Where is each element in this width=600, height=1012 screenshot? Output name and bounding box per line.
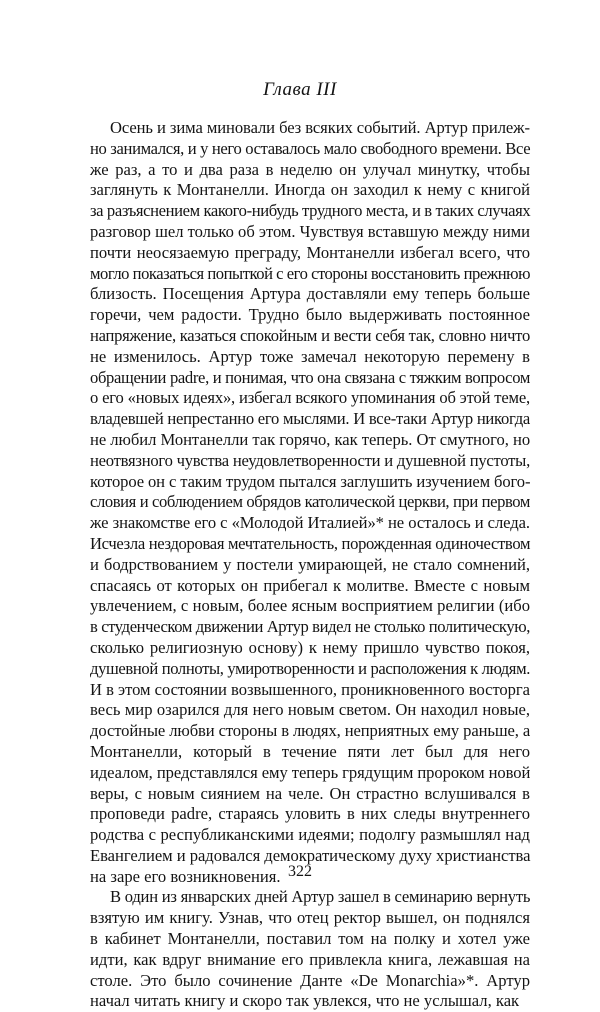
text-line: в кабинет Монтанелли, поставил том на полку и хотел уже [90,929,530,949]
text-line: родства с республиканскими идеями; подолгу размышлял над [90,825,530,845]
text-line: обращении padre, и понимая, что она связана с тяжким вопросом [90,367,530,387]
text-line: горечи, чем радости. Трудно было выдерживать постоянное [90,305,530,325]
text-line: же раз, а то и два раза в неделю он улучал минутку, чтобы [90,159,530,179]
text-line: не любил Монтанелли так горячо, как теперь. От смутного, но [90,429,531,449]
text-line: начал читать книгу и скоро так увлекся, что не услышал, как [90,991,520,1011]
text-line: которое он с таким трудом пытался заглушить изучением бого- [90,471,531,491]
text-line: Монтанелли, который в течение пяти лет был для него [90,741,530,761]
text-line: веры, с новым сиянием на челе. Он страстно вслушивался в [90,783,530,803]
text-line: и бодрствованием у постели умирающей, не стало сомнений, [90,554,530,574]
text-line: напряжение, казаться спокойным и вести себя так, словно ничто [90,325,530,345]
text-line: о его «новых идеях», избегал всякого упоминания об этой теме, [90,388,530,408]
text-line: душевной полноты, умиротворенности и расположения к людям. [90,658,530,678]
text-line: Исчезла нездоровая мечтательность, порожденная одиночеством [90,533,531,553]
text-line: весь мир озарился для него новым светом. Он находил новые, [90,700,530,720]
text-line: взятую им книгу. Узнав, что отец ректор вышел, он поднялся [90,908,530,928]
text-line: увлечением, с новым, более ясным восприятием религии (ибо [90,596,530,616]
text-line: неотвязного чувства неудовлетворенности и душевной пустоты, [90,450,530,470]
page-number: 322 [288,863,312,880]
text-line: но занимался, и у него оставалось мало свободного времени. Все [90,138,531,158]
text-line: почти неосязаемую преграду, Монтанелли избегал всего, что [90,242,530,262]
chapter-title: Глава III [263,79,337,100]
text-line: в студенческом движении Артур видел не столько политическую, [90,617,530,637]
text-line: Осень и зима миновали без всяких событий. Артур прилеж- [110,118,530,137]
text-line: за разъяснением какого-нибудь трудного места, и в таких случаях [90,201,531,221]
text-line: не изменилось. Артур тоже замечал некоторую перемену в [90,346,530,366]
paragraph [90,887,530,1012]
text-line: идти, как вдруг внимание его привлекла книга, лежавшая на [90,949,530,969]
text-line: на заре его возникновения. [90,866,281,886]
text-line: близость. Посещения Артура доставляли ему теперь больше [90,284,530,304]
text-line: словия и соблюдением обрядов католической церкви, при первом [90,492,530,512]
paragraph [90,118,530,887]
text-line: столе. Это было сочинение Данте «De Monarchia»*. Артур [90,970,530,990]
text-line: И в этом состоянии возвышенного, проникновенного восторга [90,679,530,699]
text-line: В один из январских дней Артур зашел в семинарию вернуть [110,887,531,907]
text-line: заглянуть к Монтанелли. Иногда он заходил к нему с книгой [90,180,530,200]
text-line: же знакомстве его с «Молодой Италией»* не осталось и следа. [90,513,530,533]
text-line: спасаясь от которых он прибегал к молитве. Вместе с новым [90,575,530,595]
text-line: достойные любви стороны в людях, неприятных ему раньше, а [90,721,531,741]
text-line: владевшей непрестанно его мыслями. И все-таки Артур никогда [90,409,530,429]
text-line: Евангелием и радовался демократическому духу христианства [90,845,531,865]
text-line: идеалом, представлялся ему теперь грядущим пророком новой [90,762,531,782]
text-line: могло показаться попыткой с его стороны восстановить прежнюю [90,263,530,283]
text-line: разговор шел только об этом. Чувствуя вставшую между ними [90,221,530,241]
text-line: сколько религиозную основу) к нему пришло чувство покоя, [90,637,530,657]
text-line: проповеди padre, стараясь уловить в них следы внутреннего [90,804,530,824]
